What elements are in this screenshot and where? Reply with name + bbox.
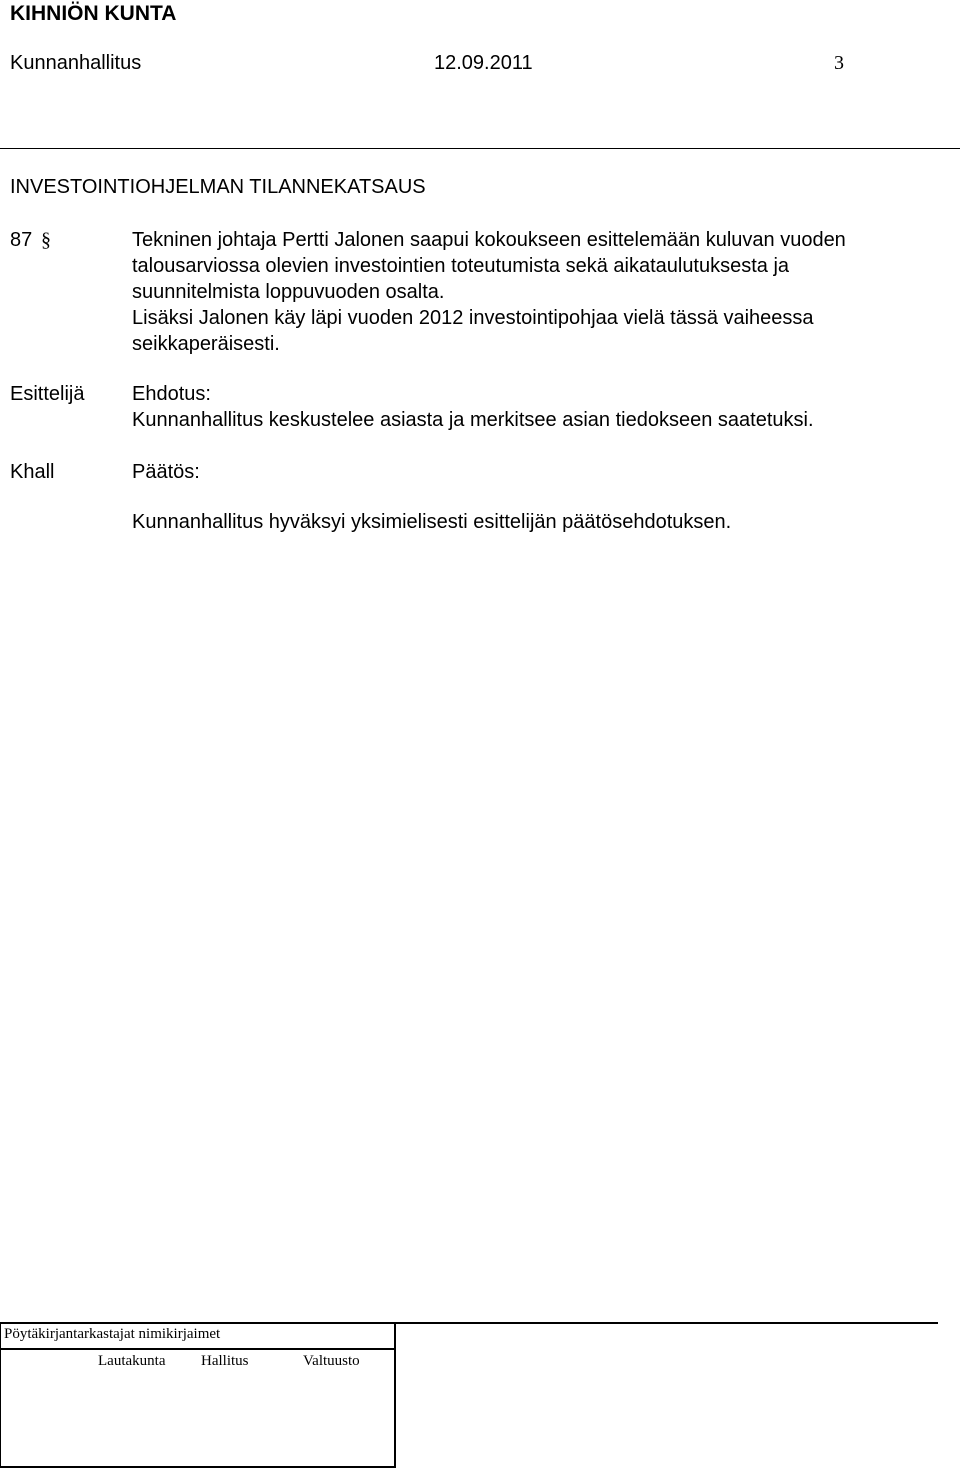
presenter-label: Esittelijä xyxy=(10,383,85,405)
initials-box-divider xyxy=(0,1348,396,1350)
initials-column-lautakunta: Lautakunta xyxy=(98,1353,166,1369)
item-title: INVESTOINTIOHJELMAN TILANNEKATSAUS xyxy=(10,176,426,198)
decider-label: Khall xyxy=(10,461,55,483)
section-sign: § xyxy=(41,229,51,251)
organization-name: KIHNIÖN KUNTA xyxy=(10,2,177,25)
header-divider xyxy=(0,148,960,149)
body-line: Lisäksi Jalonen käy läpi vuoden 2012 investointipohjaa vielä tässä vaiheessa xyxy=(132,307,814,329)
section-number: 87 xyxy=(10,229,33,251)
initials-title: Pöytäkirjantarkastajat nimikirjaimet xyxy=(4,1326,221,1342)
body-line: talousarviossa olevien investointien toteutumista sekä aikataulutuksesta ja xyxy=(132,255,790,277)
initials-column-valtuusto: Valtuusto xyxy=(303,1353,360,1369)
page-number: 3 xyxy=(834,52,844,74)
board-name: Kunnanhallitus xyxy=(10,52,142,74)
body-line: suunnitelmista loppuvuoden osalta. xyxy=(132,281,445,303)
proposal-heading: Ehdotus: xyxy=(132,383,211,405)
initials-column-hallitus: Hallitus xyxy=(201,1353,249,1369)
decision-text: Kunnanhallitus hyväksyi yksimielisesti esittelijän päätösehdotuksen. xyxy=(132,511,732,533)
decision-heading: Päätös: xyxy=(132,461,200,483)
meeting-date: 12.09.2011 xyxy=(434,52,533,74)
body-line: seikkaperäisesti. xyxy=(132,333,280,355)
body-line: Tekninen johtaja Pertti Jalonen saapui kokoukseen esittelemään kuluvan vuoden xyxy=(132,229,846,251)
initials-box xyxy=(0,1322,396,1468)
proposal-text: Kunnanhallitus keskustelee asiasta ja merkitsee asian tiedokseen saatetuksi. xyxy=(132,409,814,431)
